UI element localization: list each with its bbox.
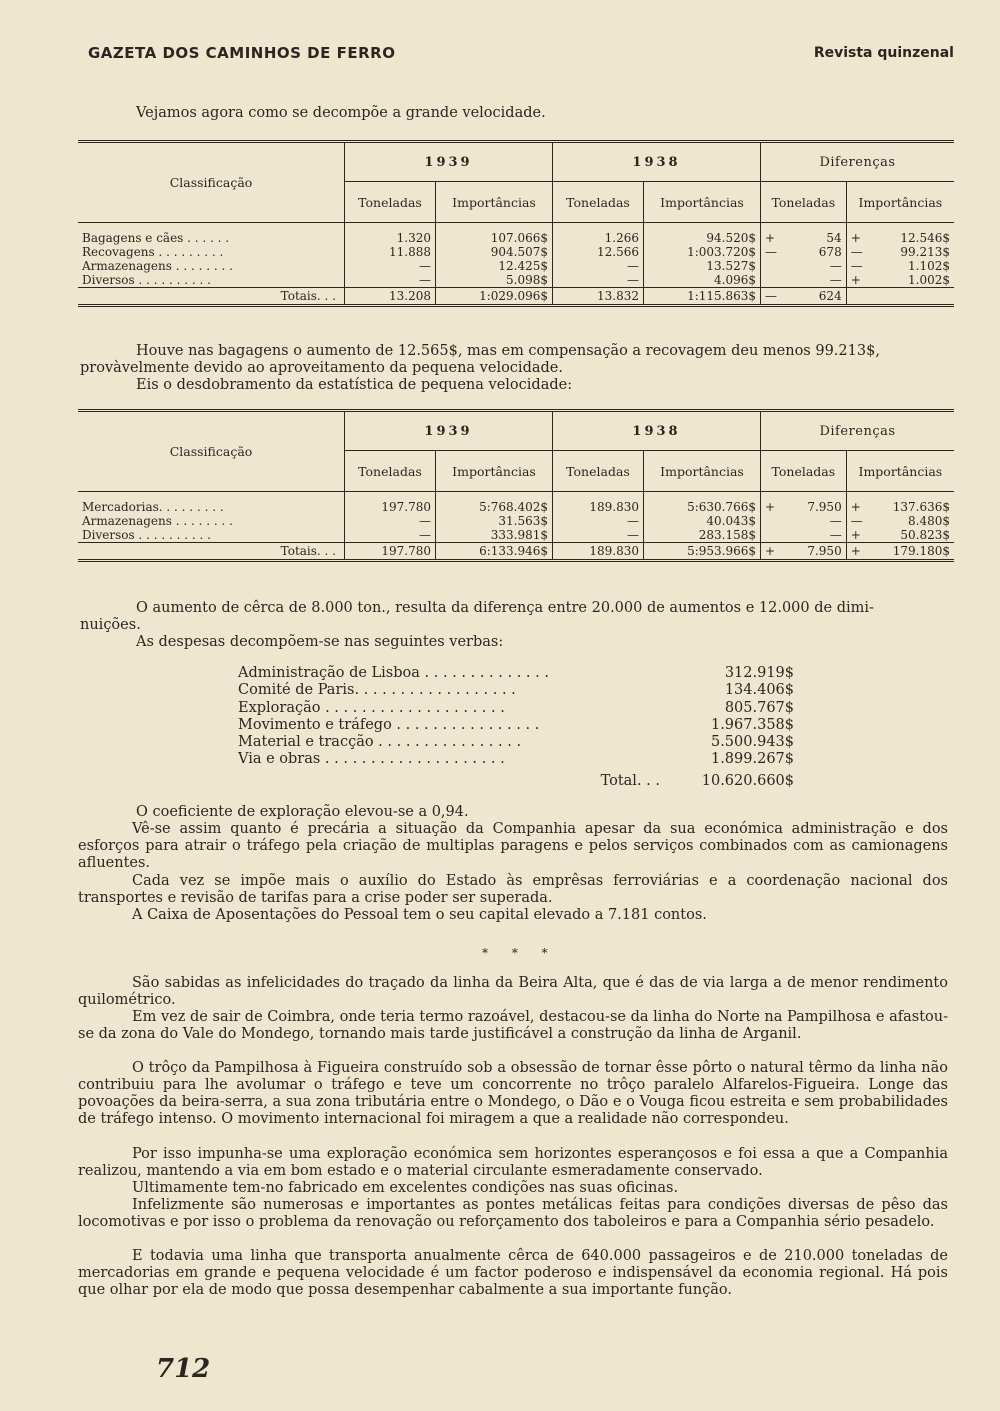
row-label: Armazenagens . . . . . . . . — [82, 259, 233, 273]
cell: 107.066$ — [436, 223, 553, 246]
para-text: Em vez de sair de Coimbra, onde teria termo razoável, destacou-se da linha do Norte na Pampilhosa e afastou-se da zona do Vale do Mondego, tornando mais tarde justificável a construção da linha de Arganil. — [78, 1009, 948, 1042]
cell: 189.830 — [553, 543, 644, 561]
cell: — — [345, 514, 436, 528]
list-item — [238, 682, 794, 699]
cell: 54 — [826, 231, 842, 245]
cell: 50.823$ — [900, 528, 950, 542]
journal-subtitle: Revista quinzenal — [813, 45, 954, 61]
cell: — — [553, 259, 644, 273]
col-toneladas: Toneladas — [553, 182, 644, 223]
expense-label: Comité de Paris. . . . . . . . . . . . . . . . . . — [238, 682, 516, 699]
sign — [761, 273, 780, 288]
cell — [865, 288, 954, 306]
cell: 8.480$ — [908, 514, 950, 528]
expense-value: 1.899.267$ — [710, 751, 794, 768]
para-auxilio — [78, 873, 948, 907]
row-label: Mercadorias. . . . . . . . . — [82, 500, 224, 514]
total-label: Totais. . . — [78, 543, 345, 561]
para-pontes — [78, 1197, 948, 1231]
cell: — — [345, 259, 436, 273]
list-item — [238, 717, 794, 734]
sign — [846, 288, 865, 306]
cell: — — [345, 273, 436, 288]
table-row — [78, 245, 954, 259]
row-label: Armazenagens . . . . . . . . — [82, 514, 233, 528]
expenses-total-row — [238, 773, 794, 790]
para-beira-alta — [78, 975, 948, 1009]
list-item — [238, 700, 794, 717]
para-bagagens-l3: Eis o desdobramento da estatística de pequena velocidade: — [136, 377, 573, 393]
col-toneladas: Toneladas — [553, 451, 644, 492]
sign: + — [846, 273, 865, 288]
cell: 4.096$ — [644, 273, 761, 288]
cell: 189.830 — [553, 492, 644, 515]
cell: 94.520$ — [644, 223, 761, 246]
para-aumento-l3: As despesas decompõem-se nas seguintes verbas: — [136, 634, 504, 650]
row-label: Diversos . . . . . . . . . . — [82, 273, 211, 287]
cell: — — [829, 514, 842, 528]
sign: — — [846, 514, 865, 528]
table-row — [78, 223, 954, 246]
table-row — [78, 528, 954, 543]
table-row — [78, 273, 954, 288]
col-1939: 1939 — [345, 142, 553, 182]
sign: — — [761, 288, 780, 306]
cell: 1.266 — [553, 223, 644, 246]
cell: 1.002$ — [908, 273, 950, 287]
expense-label: Administração de Lisboa . . . . . . . . . . . . . . — [238, 665, 549, 681]
para-aumento-l1: O aumento de cêrca de 8.000 ton., resulta da diferença entre 20.000 de aumentos e 12.000 de dimi- — [136, 600, 874, 616]
para-bagagens-l1: Houve nas bagagens o aumento de 12.565$, mas em compensação a recovagem deu menos 99.213$, — [136, 343, 880, 359]
col-toneladas: Toneladas — [345, 451, 436, 492]
cell: 11.888 — [345, 245, 436, 259]
cell: — — [829, 259, 842, 273]
cell: — — [345, 528, 436, 543]
table-row — [78, 259, 954, 273]
journal-title: GAZETA DOS CAMINHOS DE FERRO — [88, 44, 396, 62]
col-importancias: Importâncias — [846, 182, 954, 223]
expense-value: 805.767$ — [724, 699, 794, 716]
col-classificacao: Classificação — [78, 411, 345, 492]
sign: + — [846, 223, 865, 246]
para-text: O trôço da Pampilhosa à Figueira construído sob a obsessão de tornar êsse pôrto o natural têrmo da linha não contribuiu para lhe avolumar o tráfego e teve um concorrente no trôço paralelo Alfarelos-Figueira. Longe das povoações da beira-serra, a sua zona tributária entre o Mondego, o Dão e o Vouga ficou estreita e sem probabilidades de tráfego intenso. O movimento internacional foi miragem a que a realidade não correspondeu. — [78, 1060, 948, 1127]
cell: 31.563$ — [436, 514, 553, 528]
sign: + — [846, 492, 865, 515]
expense-label: Via e obras . . . . . . . . . . . . . . . . . . . . — [238, 751, 505, 768]
para-text: Vê-se assim quanto é precária a situação da Companhia apesar da sua económica administração e dos esforços para atrair o tráfego pela criação de multiplas paragens e pelos serviços combinados com as camionagens afluentes. — [78, 821, 948, 871]
sign: — — [846, 259, 865, 273]
cell: 12.425$ — [436, 259, 553, 273]
cell: 197.780 — [345, 492, 436, 515]
expense-label: Material e tracção . . . . . . . . . . . . . . . . — [238, 734, 522, 751]
col-importancias: Importâncias — [644, 451, 761, 492]
para-text: Infelizmente são numerosas e importantes as pontes metálicas feitas para condições diversas de pêso das locomotivas e por isso o problema da renovação ou reforçamento dos taboleiros e para a Companhia sério pesadelo. — [78, 1197, 948, 1230]
sign: + — [761, 543, 780, 561]
para-passageiros — [78, 1248, 948, 1299]
para-text: São sabidas as infelicidades do traçado da linha da Beira Alta, que é das de via larga a de menor rendimento quilométrico. — [78, 975, 948, 1008]
table-pequena-velocidade — [78, 409, 954, 562]
expense-label: Movimento e tráfego . . . . . . . . . . . . . . . . — [238, 716, 540, 733]
cell: 12.566 — [553, 245, 644, 259]
cell: — — [553, 273, 644, 288]
cell: 99.213$ — [900, 245, 950, 259]
col-importancias: Importâncias — [436, 182, 553, 223]
cell: 13.527$ — [644, 259, 761, 273]
sign — [761, 528, 780, 543]
cell: 179.180$ — [865, 543, 954, 561]
para-aumento-l2: nuições. — [80, 617, 141, 633]
col-classificacao: Classificação — [78, 142, 345, 223]
cell: 6:133.946$ — [436, 543, 553, 561]
expense-value: 134.406$ — [724, 682, 794, 699]
col-toneladas: Toneladas — [345, 182, 436, 223]
cell: 1:003.720$ — [644, 245, 761, 259]
para-text: Cada vez se impõe mais o auxílio do Estado às emprêsas ferroviárias e a coordenação nacional dos transportes e revisão de tarifas para a crise poder ser superada. — [78, 873, 948, 906]
cell: 1:029.096$ — [436, 288, 553, 306]
col-1939: 1939 — [345, 411, 553, 451]
sign: — — [761, 245, 780, 259]
section-separator: * * * — [482, 946, 558, 960]
cell: 137.636$ — [892, 500, 950, 514]
cell: — — [829, 528, 842, 542]
col-toneladas: Toneladas — [761, 182, 847, 223]
cell: 333.981$ — [436, 528, 553, 543]
cell: 12.546$ — [900, 231, 950, 245]
col-1938: 1938 — [553, 142, 761, 182]
table-row — [78, 514, 954, 528]
cell: 13.208 — [345, 288, 436, 306]
para-coeficiente: O coeficiente de exploração elevou-se a 0,94. — [136, 804, 469, 820]
cell: — — [553, 514, 644, 528]
para-precaria — [78, 821, 948, 872]
para-bagagens-l2: provàvelmente devido ao aproveitamento da pequena velocidade. — [80, 360, 563, 376]
sign: — — [846, 245, 865, 259]
cell: 7.950 — [779, 543, 846, 561]
row-label: Diversos . . . . . . . . . . — [82, 528, 211, 542]
row-label: Recovagens . . . . . . . . . — [82, 245, 224, 259]
para-caixa: A Caixa de Aposentações do Pessoal tem o seu capital elevado a 7.181 contos. — [132, 907, 707, 923]
cell: 7.950 — [807, 500, 842, 514]
cell: — — [553, 528, 644, 543]
cell: 5:630.766$ — [644, 492, 761, 515]
table-total-row — [78, 288, 954, 306]
para-exploracao — [78, 1146, 948, 1180]
table-total-row — [78, 543, 954, 561]
expenses-list — [238, 665, 794, 790]
expense-label: Exploração . . . . . . . . . . . . . . . . . . . . — [238, 699, 505, 716]
cell: 283.158$ — [644, 528, 761, 543]
cell: 40.043$ — [644, 514, 761, 528]
sign: + — [761, 223, 780, 246]
cell: 5:953.966$ — [644, 543, 761, 561]
expense-value: 5.500.943$ — [710, 734, 794, 751]
table-row — [78, 492, 954, 515]
list-item — [238, 751, 794, 768]
para-figueira — [78, 1060, 948, 1128]
page-number: 712 — [156, 1354, 211, 1384]
cell: 13.832 — [553, 288, 644, 306]
cell: 904.507$ — [436, 245, 553, 259]
cell: 678 — [818, 245, 842, 259]
col-1938: 1938 — [553, 411, 761, 451]
sign: + — [761, 492, 780, 515]
para-text: Por isso impunha-se uma exploração económica sem horizontes esperançosos e foi essa a que a Companhia realizou, mantendo a via em bom estado e o material circulante esmeradamente conservado. — [78, 1146, 948, 1179]
col-diferencas: Diferenças — [761, 142, 955, 182]
para-coimbra — [78, 1009, 948, 1043]
row-label: Bagagens e cães . . . . . . — [82, 231, 230, 245]
col-diferencas: Diferenças — [761, 411, 955, 451]
list-item — [238, 665, 794, 682]
sign — [761, 514, 780, 528]
sign: + — [846, 543, 865, 561]
para-oficinas: Ultimamente tem-no fabricado em excelentes condições nas suas oficinas. — [132, 1180, 679, 1196]
intro-gv: Vejamos agora como se decompõe a grande velocidade. — [136, 105, 546, 121]
cell: — — [829, 273, 842, 287]
col-importancias: Importâncias — [644, 182, 761, 223]
cell: 1.320 — [345, 223, 436, 246]
cell: 5.098$ — [436, 273, 553, 288]
col-importancias: Importâncias — [846, 451, 954, 492]
cell: 624 — [779, 288, 846, 306]
expense-value: 312.919$ — [724, 665, 794, 681]
cell: 197.780 — [345, 543, 436, 561]
cell: 1:115.863$ — [644, 288, 761, 306]
cell: 1.102$ — [908, 259, 950, 273]
table-grande-velocidade — [78, 140, 954, 307]
expense-value: 1.967.358$ — [710, 716, 794, 733]
col-importancias: Importâncias — [436, 451, 553, 492]
list-item — [238, 734, 794, 751]
sign: + — [846, 528, 865, 543]
col-toneladas: Toneladas — [761, 451, 847, 492]
expenses-total-value: 10.620.660$ — [701, 772, 794, 789]
total-label: Totais. . . — [78, 288, 345, 306]
cell: 5:768.402$ — [436, 492, 553, 515]
sign — [761, 259, 780, 273]
para-text: E todavia uma linha que transporta anualmente cêrca de 640.000 passageiros e de 210.000 toneladas de mercadorias em grande e pequena velocidade é um factor poderoso e indispensável da economia regional. Há pois que olhar por ela de modo que possa desempenhar cabalmente a sua importante função. — [78, 1248, 948, 1298]
expenses-total-label: Total. . . — [600, 772, 660, 789]
